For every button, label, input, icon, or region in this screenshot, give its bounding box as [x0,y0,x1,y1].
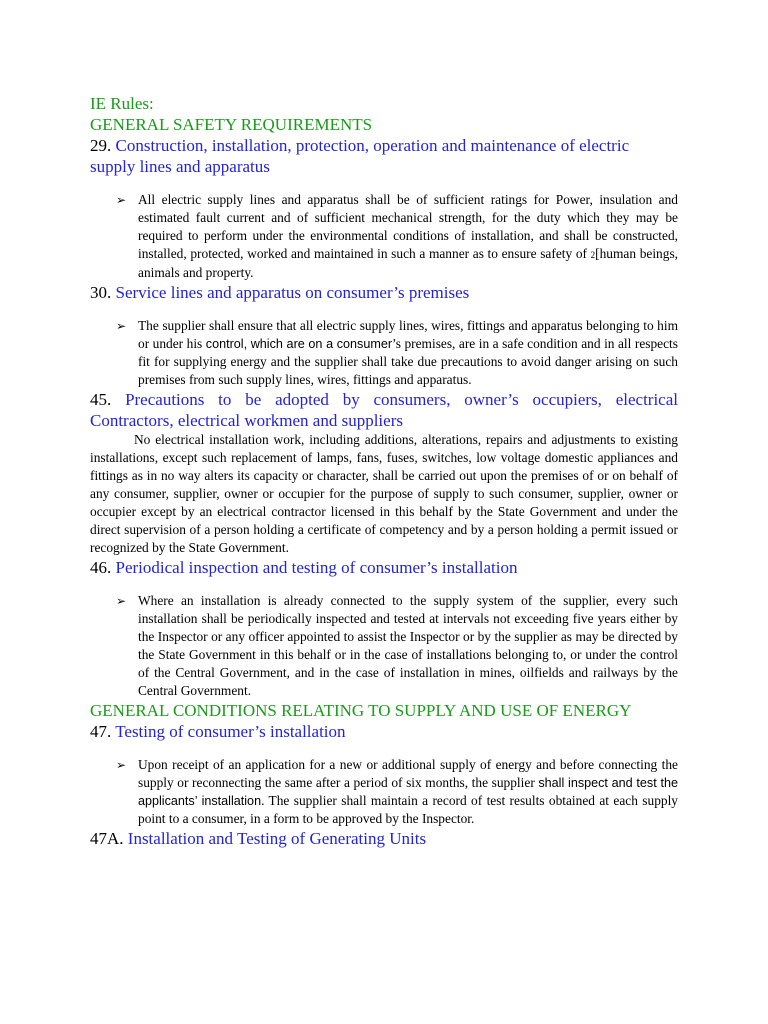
rule-47-bullet [116,756,678,828]
rule-45-paragraph: No electrical installation work, including additions, alterations, repairs and adjustments to existing installations, except such replacement of lamps, fans, fuses, switches, low voltage domestic appliances and fittings as in no way alters its capacity or character, shall be carried out upon the premises of or on behalf of any consumer, supplier, owner or occupier for the purpose of supply to such consumer, supplier, owner or occupier except by an electrical contractor licensed in this behalf by the State Government and under the direct supervision of a person holding a certificate of competency and by a person holding a permit issued or recognized by the State Government. [90,432,678,555]
section-heading-supply: GENERAL CONDITIONS RELATING TO SUPPLY AND USE OF ENERGY [90,701,632,720]
rule-number: 45. [90,390,112,409]
bullet-arrow-icon: ➢ [116,594,127,608]
rule-number: 29. [90,136,112,155]
rule-title: Periodical inspection and testing of consumer’s installation [115,558,518,577]
doc-title: IE Rules: [90,94,154,113]
rule-46-heading [90,557,678,578]
bullet-arrow-icon: ➢ [116,319,127,333]
rule-number: 46. [90,558,112,577]
rule-29-bullet [116,191,678,282]
bullet-arrow-icon: ➢ [116,193,127,207]
bullet-text: Upon receipt of an application for a new or additional supply of energy and before connecting the supply or reconnecting the same after a period of six months, the supplier shall inspect and test the applicants’ installation. The supplier shall maintain a record of test results obtained at each supply point to a consumer, in a form to be approved by the Inspector. [138,757,679,826]
rule-number: 30. [90,283,112,302]
rule-number: 47A. [90,829,124,848]
rule-47-heading [90,721,678,742]
bullet-arrow-icon: ➢ [116,758,127,772]
rule-title: Service lines and apparatus on consumer’s premises [115,283,470,302]
bullet-text: The supplier shall ensure that all electric supply lines, wires, fittings and apparatus belonging to him or under his control, which are on a consumer’s premises, are in a safe condition and in all respects fit for supplying energy and the supplier shall take due precautions to avoid danger arising on such premises from such supply lines, wires, fittings and apparatus. [138,318,678,387]
rule-number: 47. [90,722,112,741]
rule-30-bullet [116,317,678,389]
rule-46-bullet [116,592,678,700]
rule-title: Construction, installation, protection, operation and maintenance of electric supply lines and apparatus [90,136,630,176]
rule-47a-heading [90,828,678,849]
rule-title: Testing of consumer’s installation [115,722,346,741]
rule-title: Precautions to be adopted by consumers, owner’s occupiers, electrical Contractors, electrical workmen and suppliers [90,390,678,430]
rule-29-heading [90,135,678,177]
rule-title: Installation and Testing of Generating Units [127,829,427,848]
section-heading-safety: GENERAL SAFETY REQUIREMENTS [90,115,373,134]
document-body [90,93,678,849]
rule-30-heading [90,282,678,303]
rule-45-heading [90,389,678,431]
bullet-text: All electric supply lines and apparatus shall be of sufficient ratings for Power, insulation and estimated fault current and of sufficient mechanical strength, for the duty which they may be required to perform under the environmental conditions of installation, and shall be constructed, installed, protected, worked and maintained in such a manner as to ensure safety of 2[human beings, animals and property. [138,192,679,280]
bullet-text: Where an installation is already connected to the supply system of the supplier, every such installation shall be periodically inspected and tested at intervals not exceeding five years either by the Inspector or any officer appointed to assist the Inspector or by the supplier as may be directed by the State Government in this behalf or in the case of installations belonging to, or under the control of the Central Government, and in the case of installation in mines, oilfields and railways by the Central Government. [138,593,678,698]
